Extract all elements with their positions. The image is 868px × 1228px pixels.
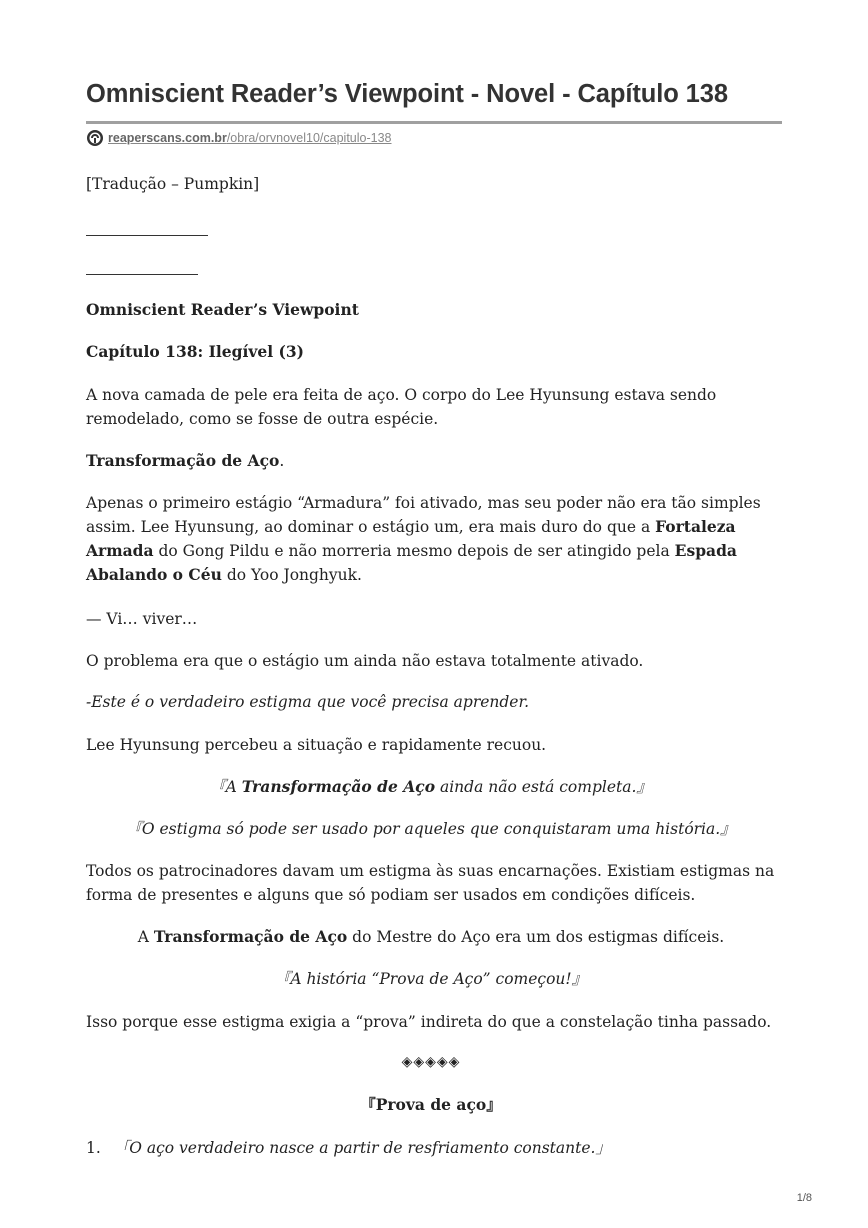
list-item — [86, 1136, 776, 1160]
dialogue: — Vi… viver… — [86, 610, 198, 628]
system-message: 『A história “Prova de Aço” começou!』 — [274, 970, 588, 988]
page-number: 1/8 — [796, 1192, 812, 1204]
paragraph: Apenas o primeiro estágio “Armadura” foi ativado, mas seu poder não era tão simples assim. Lee Hyunsung, ao dominar o estágio um, era mais duro do que a Fortaleza Armada do Gong Pildu e não morreria mesmo depois de ser atingido pela Espada Abalando o Céu do Yoo Jonghyuk. — [86, 494, 761, 584]
paragraph: Lee Hyunsung percebeu a situação e rapidamente recuou. — [86, 736, 547, 754]
paragraph: Todos os patrocinadores davam um estigma às suas encarnações. Existiam estigmas na forma de presentes e alguns que só podiam ser usados em condições difíceis. — [86, 862, 775, 904]
paragraph: O problema era que o estágio um ainda não estava totalmente ativado. — [86, 652, 644, 670]
section-title: 『Prova de aço』 — [360, 1095, 502, 1114]
chapter-title: Capítulo 138: Ilegível (3) — [86, 342, 304, 361]
paragraph: A nova camada de pele era feita de aço. O corpo do Lee Hyunsung estava sendo remodelado, como se fosse de outra espécie. — [86, 386, 717, 428]
list-item-text: 「O aço verdadeiro nasce a partir de resfriamento constante.」 — [113, 1139, 611, 1157]
translation-credit: [Tradução – Pumpkin] — [86, 175, 260, 193]
source-link[interactable]: reaperscans.com.br/obra/orvnovel10/capitulo-138 — [108, 131, 392, 145]
system-message: 『A Transformação de Aço ainda não está completa.』 — [210, 777, 652, 796]
separator-line — [86, 274, 198, 275]
italic-message: -Este é o verdadeiro estigma que você precisa aprender. — [86, 693, 530, 711]
page-title: Omniscient Reader’s Viewpoint - Novel - Capítulo 138 — [86, 80, 728, 108]
separator-line — [86, 235, 208, 236]
title-rule — [86, 121, 782, 124]
paragraph: A Transformação de Aço do Mestre do Aço era um dos estigmas difíceis. — [137, 927, 725, 946]
system-message: 『O estigma só pode ser usado por aqueles que conquistaram uma história.』 — [126, 820, 736, 838]
source-link-row — [86, 129, 392, 147]
site-favicon-icon — [86, 129, 104, 147]
section-divider: ◈◈◈◈◈ — [401, 1054, 461, 1070]
paragraph: Isso porque esse estigma exigia a “prova” indireta do que a constelação tinha passado. — [86, 1013, 772, 1031]
skill-heading: Transformação de Aço. — [86, 451, 285, 470]
novel-title: Omniscient Reader’s Viewpoint — [86, 300, 359, 319]
list-number: 1. — [86, 1139, 101, 1157]
